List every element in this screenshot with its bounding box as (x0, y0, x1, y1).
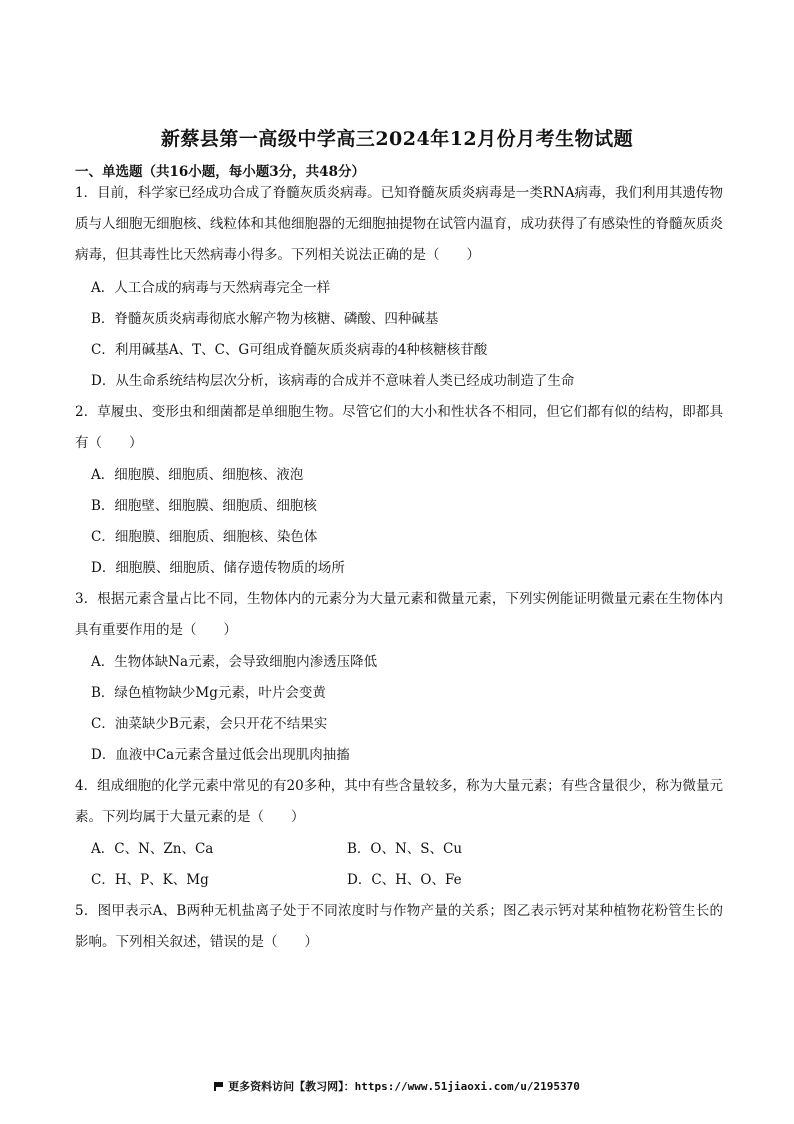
question-4-option-c: C．H、P、K、Mg (91, 872, 209, 888)
page-title: 新蔡县第一高级中学高三2024年12月份月考生物试题 (160, 128, 634, 150)
question-4-option-d: D．C、H、O、Fe (347, 872, 462, 888)
question-3-option-a: A．生物体缺Na元素，会导致细胞内渗透压降低 (91, 654, 378, 670)
question-2-option-b: B．细胞壁、细胞膜、细胞质、细胞核 (91, 498, 317, 514)
question-1-option-d: D．从生命系统结构层次分析，该病毒的合成并不意味着人类已经成功制造了生命 (91, 373, 575, 389)
question-2-option-c: C．细胞膜、细胞质、细胞核、染色体 (91, 529, 318, 545)
footer-link[interactable]: 更多资料访问【教习网】：https://www.51jiaoxi.com/u/2195370 (228, 1080, 580, 1093)
question-2-stem: 2．草履虫、变形虫和细菌都是单细胞生物。尽管它们的大小和性状各不相同，但它们都有似的结构，即都具有（ ） (75, 404, 723, 451)
question-5-stem: 5．图甲表示A、B两种无机盐离子处于不同浓度时与作物产量的关系；图乙表示钙对某种植物花粉管生长的影响。下列相关叙述，错误的是（ ） (75, 903, 723, 950)
question-3-option-c: C．油菜缺少B元素，会只开花不结果实 (91, 716, 328, 732)
question-4-option-a: A．C、N、Zn、Ca (91, 841, 214, 857)
question-2-option-a: A．细胞膜、细胞质、细胞核、液泡 (91, 467, 304, 483)
question-2-option-d: D．细胞膜、细胞质、储存遗传物质的场所 (91, 560, 345, 576)
question-1-option-a: A．人工合成的病毒与天然病毒完全一样 (91, 280, 331, 296)
question-1-option-c: C．利用碱基A、T、C、G可组成脊髓灰质炎病毒的4种核糖核苷酸 (91, 342, 488, 358)
flag-icon (214, 1082, 224, 1091)
footer (0, 1078, 794, 1094)
question-1-option-b: B．脊髓灰质炎病毒彻底水解产物为核糖、磷酸、四种碱基 (91, 311, 439, 327)
question-3-option-b: B．绿色植物缺少Mg元素，叶片会变黄 (91, 685, 326, 701)
question-4-option-b: B．O、N、S、Cu (347, 841, 463, 857)
question-3-option-d: D．血液中Ca元素含量过低会出现肌肉抽搐 (91, 747, 350, 763)
question-1-stem: 1．目前，科学家已经成功合成了脊髓灰质炎病毒。已知脊髓灰质炎病毒是一类RNA病毒，我们利用其遗传物质与人细胞无细胞核、线粒体和其他细胞器的无细胞抽提物在试管内温育，成功获得了有感染性的脊髓灰质炎病毒，但其毒性比天然病毒小得多。下列相关说法正确的是（ ） (75, 185, 723, 263)
question-3-stem: 3．根据元素含量占比不同，生物体内的元素分为大量元素和微量元素，下列实例能证明微量元素在生物体内具有重要作用的是（ ） (75, 591, 723, 638)
question-4-stem: 4．组成细胞的化学元素中常见的有20多种，其中有些含量较多，称为大量元素；有些含量很少，称为微量元素。下列均属于大量元素的是（ ） (75, 778, 723, 825)
section-heading: 一、单选题（共16小题，每小题3分，共48分） (75, 164, 365, 180)
